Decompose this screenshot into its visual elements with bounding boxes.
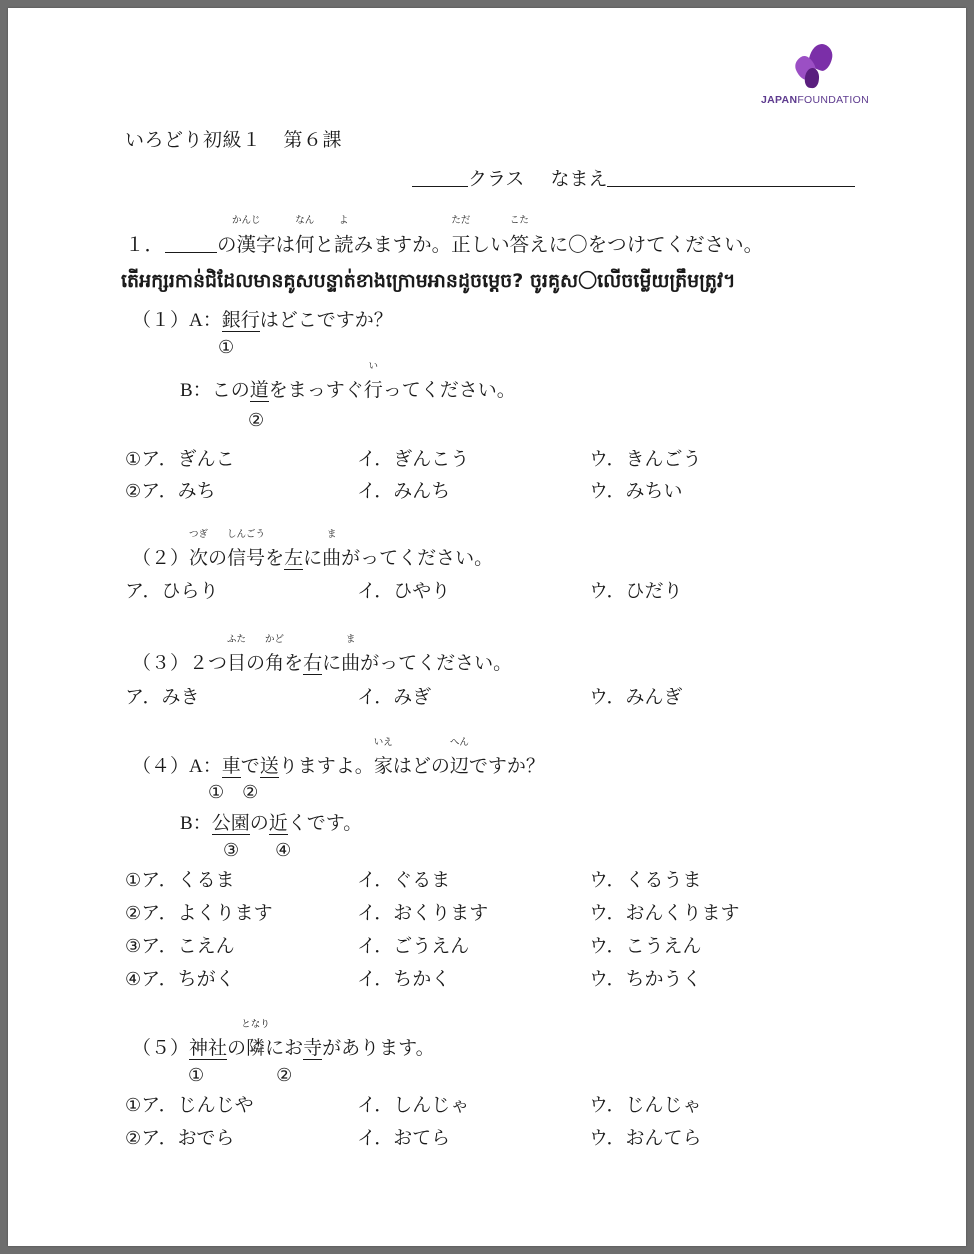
question-5-markers (188, 1061, 292, 1087)
ruby-tsugi: つぎ 次 (189, 530, 209, 569)
lesson-number: 第６課 (283, 130, 343, 151)
speaker-b: B： (180, 813, 212, 834)
option-b[interactable]: イ．ごうえん (357, 936, 470, 957)
option-row-lead-2 (125, 476, 216, 503)
option-group-number: ① (125, 1095, 142, 1115)
ruby-kota: こた 答 (509, 216, 530, 256)
option-b[interactable]: イ．みぎ (357, 687, 432, 708)
question-5-label: （５） (132, 1038, 190, 1059)
ruby-text-futa: ふた (227, 635, 247, 645)
option-c[interactable]: ウ．ちかうく (589, 969, 702, 990)
ruby-text-nan: なん (295, 216, 315, 226)
option-b[interactable]: イ．みんち (357, 481, 451, 502)
option-row-lead-2 (125, 1123, 234, 1150)
speaker-b: B： (180, 380, 212, 401)
option-group-number: ② (125, 481, 142, 501)
option-row-lead-2 (125, 898, 273, 925)
option-group-number: ② (125, 1128, 142, 1148)
option-c[interactable]: ウ．ひだり (589, 581, 683, 602)
option-c[interactable]: ウ．くるうま (589, 870, 702, 891)
name-blank[interactable] (607, 167, 855, 187)
option-row-lead-4 (125, 964, 235, 991)
option-c[interactable]: ウ．こうえん (589, 936, 702, 957)
ruby-text-ie: いえ (373, 738, 393, 748)
question-1-marker-2 (248, 410, 264, 432)
ruby-text-shingou: しんごう (227, 530, 266, 540)
circled-numbers-1-2: ① ② (208, 782, 259, 802)
speaker-a: A： (189, 310, 222, 331)
question-4-markers-b (223, 836, 291, 862)
japan-foundation-logo (750, 44, 880, 106)
instruction-khmer: តើអក្សរកាន់ជិដែលមានគូសបន្ទាត់ខាងក្រោមអានដូចម្តេច? ចូរគូស〇លើចម្លើយត្រឹមត្រូវ។ (121, 270, 736, 292)
circled-numbers-3-4: ③ ④ (223, 840, 292, 860)
ruby-text-tada: ただ (451, 216, 471, 226)
option-group-number: ① (125, 870, 142, 890)
ruby-kanji: かんじ の漢字 (217, 216, 276, 256)
option-a[interactable]: ア．ぎんこ (141, 449, 235, 470)
question-1-text-a: はどこですか？ (259, 310, 393, 331)
ruby-text-tsugi: つぎ (189, 530, 209, 540)
logo-text-thin: FOUNDATION (797, 94, 869, 106)
ruby-text-i: い (368, 362, 378, 372)
ruby-text-kanji: かんじ (231, 216, 261, 226)
option-b[interactable]: イ．ぐるま (357, 870, 451, 891)
ruby-text-tonari: となり (241, 1020, 270, 1030)
class-name-row (412, 164, 855, 191)
ruby-text-hen: へん (449, 738, 469, 748)
ruby-text-kado: かど (265, 635, 285, 645)
question-5-sentence: （５）神社の となり 隣にお寺があります。 (132, 1020, 435, 1059)
option-b[interactable]: イ．おくります (357, 903, 489, 924)
question-2-label: （２） (132, 548, 190, 569)
question-4-label: （４） (132, 756, 190, 777)
option-a[interactable]: ア．ちがく (141, 969, 235, 990)
ruby-shingou: しんごう 信号 (227, 530, 266, 569)
question-4-line-a: （４）A：車で送りますよ。 いえ 家はどの へん 辺ですか？ (132, 738, 545, 777)
question-1-line-a (132, 305, 393, 332)
worksheet-page (8, 8, 966, 1246)
logo-text (750, 94, 880, 106)
ruby-kado: かど 角 (265, 635, 285, 674)
question-1-line-b: B：この道をまっすぐ い 行ってください。 (180, 362, 516, 401)
ruby-i: い 行 (363, 362, 383, 401)
option-b[interactable]: イ．しんじゃ (357, 1095, 470, 1116)
option-group-number: ④ (125, 969, 142, 989)
option-a[interactable]: ア．こえん (141, 936, 235, 957)
option-group-number: ③ (125, 936, 142, 956)
question-2-sentence: （２） つぎ 次の しんごう 信号を左に ま 曲がってください。 (132, 530, 494, 569)
option-a[interactable]: ア．みき (125, 687, 200, 708)
option-a[interactable]: ア．じんじや (141, 1095, 254, 1116)
question-4-markers-a (208, 778, 258, 804)
option-a[interactable]: ア．よくります (141, 903, 273, 924)
ruby-yo: よ 読 (334, 216, 354, 256)
ruby-text-kota: こた (509, 216, 529, 226)
question-1-marker-1 (218, 337, 234, 359)
ruby-text-ma: ま (345, 635, 356, 645)
option-row-lead-1 (125, 444, 235, 471)
speaker-a: A： (189, 756, 222, 777)
ruby-tonari: となり 隣 (241, 1020, 270, 1059)
circled-numbers-1-2: ① ② (188, 1065, 293, 1085)
ruby-nan: なん 何 (295, 216, 315, 256)
option-row-lead-1 (125, 865, 235, 892)
section-number: １． (125, 235, 165, 256)
book-title: いろどり初級１ (125, 130, 262, 151)
circled-number-2: ② (248, 410, 265, 430)
question-1-text-pre: この (211, 380, 250, 401)
option-a[interactable]: ア．おでら (141, 1128, 235, 1149)
question-4-line-b: B：公園の近くです。 (180, 813, 363, 834)
section-1-instruction: １． かんじ の漢字は なん 何と よ 読みますか。 ただ 正しい こた 答えに〇をつけてください。 (125, 216, 764, 256)
underlined-word-michi: 道 (249, 380, 269, 401)
option-b[interactable]: イ．ひやり (357, 581, 451, 602)
option-row-lead-3 (125, 931, 235, 958)
ruby-futa: ふた 目 (227, 635, 247, 674)
option-a[interactable]: ア．みち (141, 481, 216, 502)
ruby-ma-3: ま 曲 (341, 635, 361, 674)
page-title (125, 125, 342, 152)
ruby-text-ma: ま (326, 530, 337, 540)
circled-number-1: ① (218, 337, 235, 357)
option-a[interactable]: ア．くるま (141, 870, 235, 891)
name-label: なまえ (550, 169, 608, 190)
option-b[interactable]: イ．ぎんこう (357, 449, 470, 470)
option-row-lead-1 (125, 1090, 254, 1117)
ruby-tada: ただ 正 (451, 216, 471, 256)
ruby-text-yo: よ (339, 216, 349, 226)
class-label: クラス (468, 169, 525, 190)
option-b[interactable]: イ．おてら (357, 1128, 451, 1149)
underlined-word-ginkou: 銀行 (221, 310, 260, 331)
option-c[interactable]: ウ．おんくります (589, 903, 740, 924)
logo-text-bold: JAPAN (761, 94, 798, 106)
question-3-label: （３） (132, 653, 190, 674)
option-c[interactable]: ウ．おんてら (589, 1128, 702, 1149)
class-blank[interactable] (412, 167, 468, 187)
butterfly-logo-icon (793, 44, 837, 90)
option-c[interactable]: ウ．みんぎ (589, 687, 683, 708)
instruction-blank (165, 233, 217, 254)
option-c[interactable]: ウ．みちい (589, 481, 683, 502)
page-content (8, 8, 966, 1246)
option-a[interactable]: ア．ひらり (125, 581, 219, 602)
question-1-label: （１） (132, 310, 190, 331)
option-group-number: ① (125, 449, 142, 469)
option-c[interactable]: ウ．じんじゃ (589, 1095, 702, 1116)
ruby-hen: へん 辺 (449, 738, 469, 777)
ruby-ma-2: ま 曲 (322, 530, 342, 569)
option-group-number: ② (125, 903, 142, 923)
ruby-ie: いえ 家 (373, 738, 393, 777)
option-b[interactable]: イ．ちかく (357, 969, 451, 990)
option-c[interactable]: ウ．きんごう (589, 449, 702, 470)
question-3-sentence: （３）２つ ふた 目の かど 角を右に ま 曲がってください。 (132, 635, 513, 674)
